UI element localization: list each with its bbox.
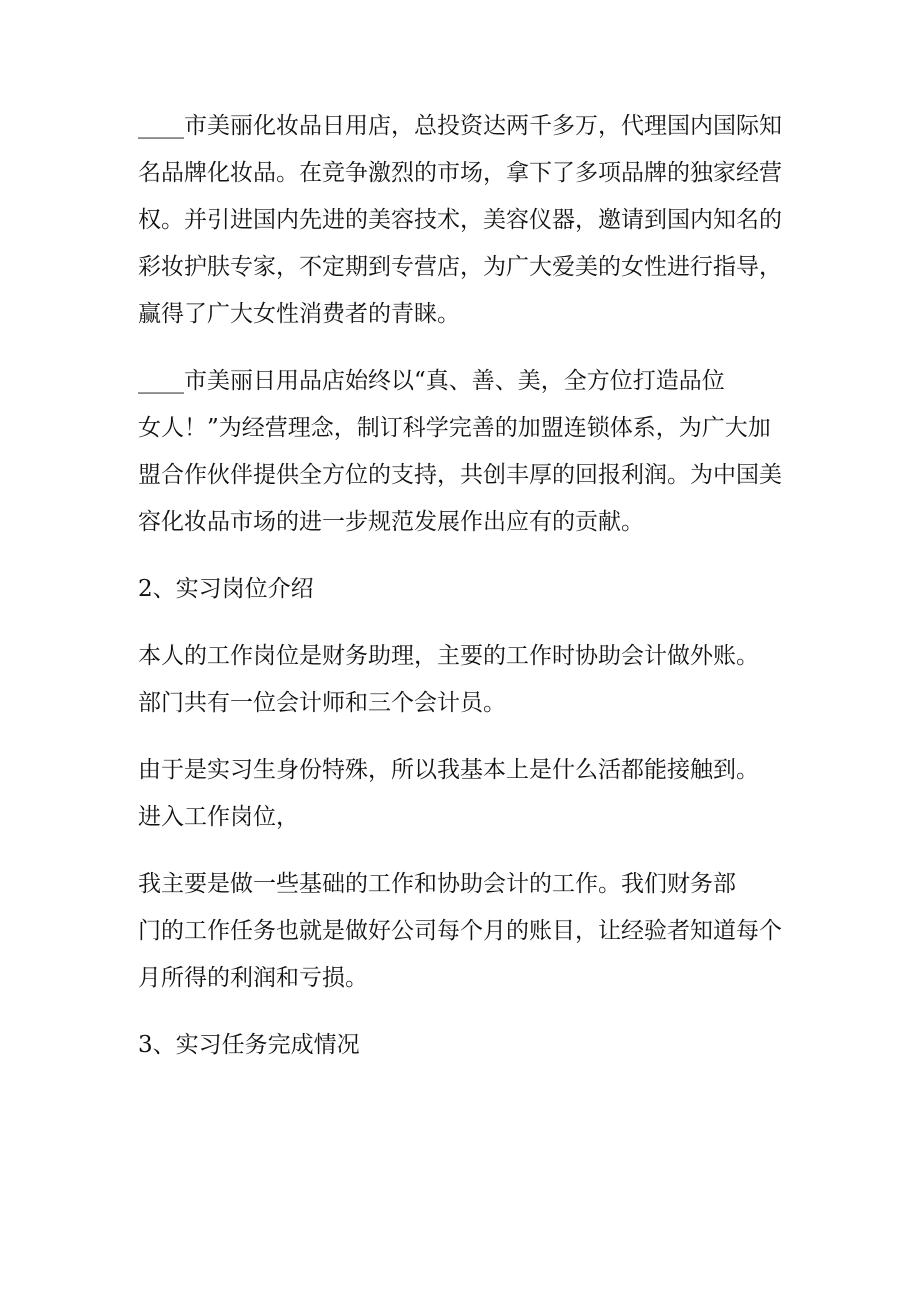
paragraph-main-work: 我主要是做一些基础的工作和协助会计的工作。我们财务部 门的工作任务也就是做好公司每个月的账目，让经验者知道每个 月所得的利润和亏损。: [138, 871, 782, 991]
document-body: [138, 103, 798, 1069]
section-heading-position: 2、实习岗位介绍: [138, 576, 314, 602]
paragraph-gap: [138, 841, 798, 861]
paragraph-gap: [138, 613, 798, 633]
paragraph-intern-status: 由于是实习生身份特殊，所以我基本上是什么活都能接触到。 进入工作岗位，: [138, 757, 759, 830]
paragraph-gap: [138, 338, 798, 358]
section-heading-task-completion: 3、实习任务完成情况: [138, 1032, 360, 1058]
paragraph-business-philosophy: ____市美丽日用品店始终以“真、善、美，全方位打造品位 女人！”为经营理念，制订科学完善的加盟连锁体系，为广大加 盟合作伙伴提供全方位的支持，共创丰厚的回报利润。为中国美 容化妆品市场的进一步规范发展作出应有的贡献。: [138, 368, 782, 535]
paragraph-store-intro: ____市美丽化妆品日用店，总投资达两千多万，代理国内国际知 名品牌化妆品。在竞争激烈的市场，拿下了多项品牌的独家经营 权。并引进国内先进的美容技术，美容仪器，邀请到国内知名的 彩妆护肤专家，不定期到专营店，为广大爱美的女性进行指导， 赢得了广大女性消费者的青睐。: [138, 113, 782, 327]
paragraph-job-role: 本人的工作岗位是财务助理，主要的工作时协助会计做外账。 部门共有一位会计师和三个会计员。: [138, 643, 759, 716]
paragraph-gap: [138, 1002, 798, 1022]
paragraph-gap: [138, 546, 798, 566]
paragraph-gap: [138, 727, 798, 747]
